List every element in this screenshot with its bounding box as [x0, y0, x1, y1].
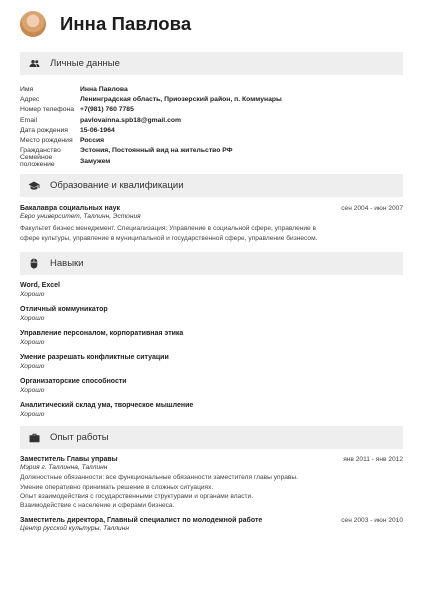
- work-entry: [20, 517, 403, 532]
- entry-dates: сен 2004 - июн 2007: [341, 205, 403, 213]
- graduation-cap-icon: [28, 180, 40, 192]
- skills-list: [20, 282, 403, 418]
- field-value: Замужем: [80, 157, 111, 165]
- personal-row: [20, 105, 403, 115]
- entry-organization: Мэрия г. Таллинна, Таллинн: [20, 464, 108, 472]
- education-entry: [20, 205, 403, 244]
- skill-item: [20, 306, 403, 322]
- description-line: Факультет бизнес менеджмент. Специализация: Управление в социальной сфере, управление в: [20, 225, 317, 233]
- field-label: Email: [20, 116, 37, 124]
- field-value: pavlovainna.spb18@gmail.com: [80, 116, 182, 124]
- field-label: Дата рождения: [20, 126, 68, 134]
- skill-name: Умение разрешать конфликтные ситуации: [20, 354, 169, 362]
- entry-dates: янв 2011 - янв 2012: [343, 456, 403, 464]
- skill-name: Организаторские способности: [20, 378, 127, 386]
- work-entry: [20, 456, 403, 510]
- section-personal-header: [20, 52, 403, 75]
- field-value: Россия: [80, 137, 105, 145]
- skill-level: Хорошо: [20, 387, 45, 395]
- personal-row: [20, 135, 403, 145]
- entry-title: Заместитель Главы управы: [20, 456, 118, 464]
- description-line: Опыт взаимодействия с государственными структурами и органами власти.: [20, 492, 254, 500]
- section-skills-header: [20, 252, 403, 275]
- field-label: Место рождения: [20, 137, 73, 145]
- skill-level: Хорошо: [20, 363, 45, 371]
- field-value: Инна Павлова: [80, 85, 128, 93]
- personal-row: [20, 125, 403, 135]
- entry-description: [20, 473, 403, 510]
- resume-header: [20, 0, 403, 44]
- personal-details: [20, 84, 403, 169]
- candidate-name: Инна Павлова: [60, 13, 192, 34]
- skill-level: Хорошо: [20, 315, 45, 323]
- skill-item: [20, 282, 403, 298]
- personal-row: [20, 154, 403, 169]
- entry-dates: сен 2003 - июн 2010: [341, 517, 403, 525]
- field-value: Эстония, Постоянный вид на жительство РФ: [80, 147, 233, 155]
- description-line: Должностные обязанности: все функциональные обязанности заместителя главы управы.: [20, 474, 298, 482]
- entry-title: Бакалавра социальных наук: [20, 205, 121, 213]
- skill-name: Управление персоналом, корпоративная этика: [20, 330, 184, 338]
- entry-title: Заместитель директора, Главный специалист по молодежной работе: [20, 517, 263, 525]
- personal-row: [20, 84, 403, 94]
- entry-organization: Центр русской культуры, Таллинн: [20, 525, 129, 533]
- field-label: Номер телефона: [20, 106, 75, 114]
- field-label: Семейное положение: [20, 154, 55, 169]
- field-value: +7(981) 760 7785: [80, 106, 134, 114]
- skill-item: [20, 402, 403, 418]
- field-label: Гражданство: [20, 147, 61, 155]
- skill-name: Аналитический склад ума, творческое мышление: [20, 402, 194, 410]
- skill-name: Отличный коммуникатор: [20, 306, 108, 314]
- section-title: Навыки: [50, 258, 84, 270]
- field-label: Имя: [20, 85, 34, 93]
- skill-item: [20, 354, 403, 370]
- section-title: Образование и квалификации: [50, 180, 184, 192]
- field-label: Адрес: [20, 95, 40, 103]
- briefcase-icon: [28, 432, 40, 444]
- description-line: сфере культуры, управление в муниципальной и государственной сфере, управление бизнесом.: [20, 235, 318, 243]
- skill-item: [20, 330, 403, 346]
- personal-row: [20, 115, 403, 125]
- work-list: [20, 456, 403, 532]
- section-title: Личные данные: [50, 58, 120, 69]
- section-education-header: [20, 174, 403, 197]
- people-icon: [28, 58, 40, 70]
- skill-item: [20, 378, 403, 394]
- skill-level: Хорошо: [20, 339, 45, 347]
- entry-description: [20, 224, 403, 244]
- avatar: [20, 11, 46, 37]
- field-value: 15-06-1964: [80, 126, 115, 134]
- section-work-header: [20, 426, 403, 449]
- entry-organization: Евро университет, Таллинн, Эстония: [20, 213, 141, 221]
- skill-level: Хорошо: [20, 291, 45, 299]
- description-line: Умение оперативно принимать решение в сложных ситуациях.: [20, 483, 214, 491]
- mouse-icon: [28, 258, 40, 270]
- personal-row: [20, 94, 403, 104]
- skill-level: Хорошо: [20, 411, 45, 419]
- field-value: Ленинградская область, Приозерский район, п. Коммунары: [80, 95, 282, 103]
- skill-name: Word, Excel: [20, 282, 60, 290]
- description-line: Взаимодействие с население и сферами бизнеса.: [20, 501, 175, 509]
- section-title: Опыт работы: [50, 432, 109, 444]
